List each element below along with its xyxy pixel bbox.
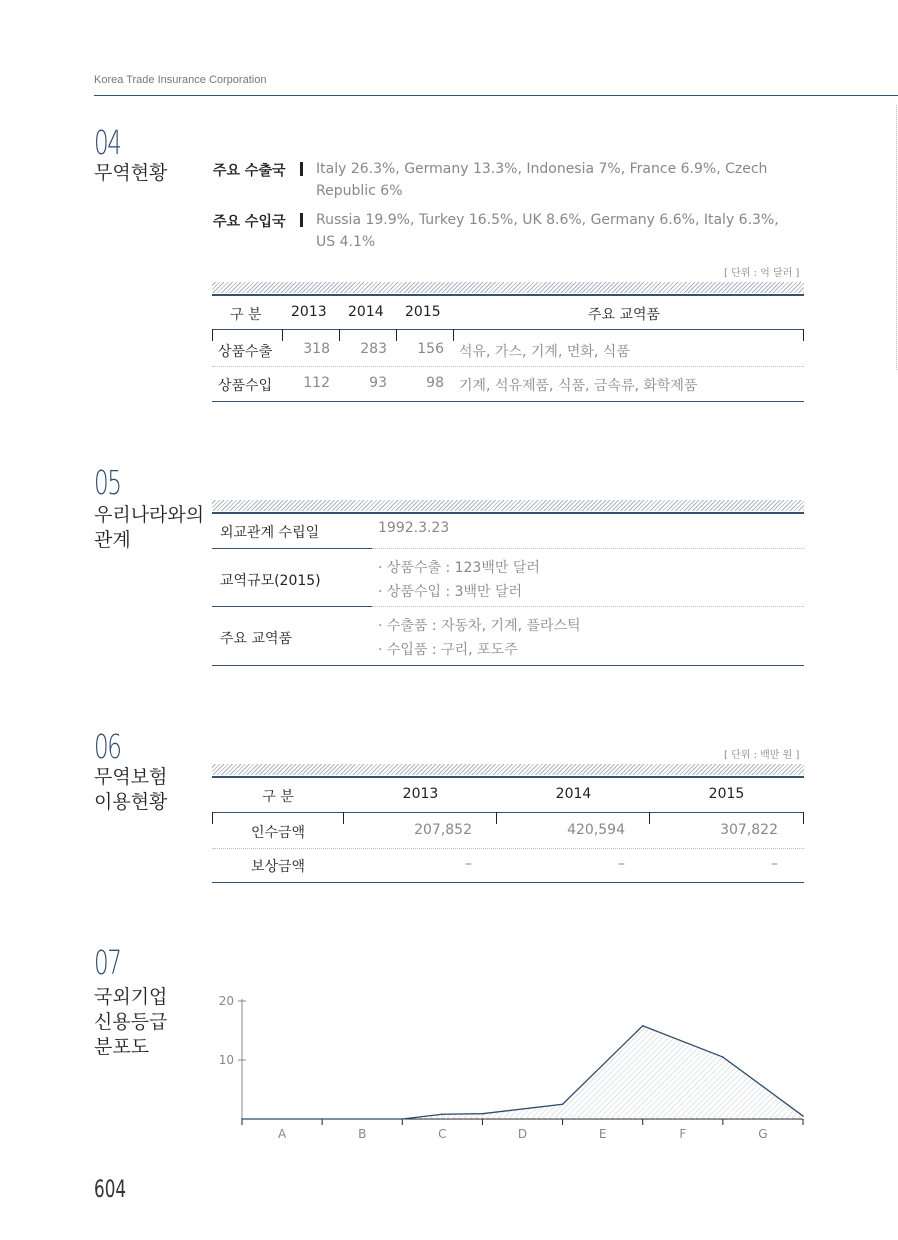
table-bottom-rule-05 xyxy=(212,665,804,666)
table-header-rule-06 xyxy=(212,812,804,813)
table-cell: 93 xyxy=(369,375,387,391)
section-title-05-line1: 우리나라와의 xyxy=(94,504,205,526)
col-tick xyxy=(803,812,804,824)
table-row-divider xyxy=(212,848,804,849)
header-org: Korea Trade Insurance Corporation xyxy=(94,74,267,86)
table-cell: – xyxy=(465,856,472,872)
section-title-04: 무역현황 xyxy=(94,162,168,184)
y-tick-label: 10 xyxy=(218,1053,234,1067)
table-header-04-2015: 2015 xyxy=(405,304,441,320)
table-cell: 기계, 석유제품, 식품, 금속류, 화학제품 xyxy=(459,378,698,394)
section-number-05: 05 xyxy=(94,463,121,502)
x-tick-label: A xyxy=(277,1127,287,1141)
table-header-04-2014: 2014 xyxy=(348,304,384,320)
x-tick-label: G xyxy=(758,1127,768,1141)
table-cell: 420,594 xyxy=(567,822,625,838)
table-header-06-2014: 2014 xyxy=(555,786,592,802)
section-title-05-line2: 관계 xyxy=(94,529,131,551)
data-point xyxy=(401,1118,403,1120)
table-top-rule-04 xyxy=(212,294,804,296)
table-bottom-rule-04 xyxy=(212,401,804,402)
table-header-rule-04 xyxy=(212,329,804,330)
section-title-07-line3: 분포도 xyxy=(94,1036,150,1058)
section-number-06: 06 xyxy=(94,727,121,766)
table-header-06-2013: 2013 xyxy=(402,786,439,802)
table-cell: 112 xyxy=(303,375,330,391)
table-hatch-05 xyxy=(212,500,804,511)
table-cell: 98 xyxy=(426,375,444,391)
table-row-04-import-label: 상품수입 xyxy=(218,378,273,394)
data-point xyxy=(482,1113,484,1115)
y-tick-label: 20 xyxy=(218,994,234,1008)
table-bottom-rule-06 xyxy=(212,882,804,883)
table-top-rule-05 xyxy=(212,512,804,514)
relation-label-divider xyxy=(212,548,372,549)
col-tick xyxy=(453,329,454,341)
table-hatch-06 xyxy=(212,764,804,775)
table-row-06-claim-label: 보상금액 xyxy=(250,859,306,875)
section-number-04: 04 xyxy=(94,123,121,162)
relation-row-value: · 상품수출 : 123백만 달러 xyxy=(378,560,540,576)
unit-label-06: [ 단위 : 백만 원 ] xyxy=(724,750,800,761)
table-hatch-04 xyxy=(212,282,804,293)
col-tick xyxy=(282,329,283,341)
relation-row-label-diplomatic: 외교관계 수립일 xyxy=(220,525,320,541)
x-tick-label: D xyxy=(517,1127,528,1141)
section-number-07: 07 xyxy=(94,943,121,982)
table-header-06-label: 구 분 xyxy=(262,789,294,805)
relation-value-divider xyxy=(372,548,804,549)
relation-row-value: · 수출품 : 자동차, 기계, 플라스틱 xyxy=(378,618,581,634)
data-point xyxy=(642,1025,644,1027)
credit-rating-distribution-chart xyxy=(200,980,820,1150)
x-tick-label: B xyxy=(358,1127,367,1141)
col-tick xyxy=(339,329,340,341)
import-text: Russia 19.9%, Turkey 16.5%, UK 8.6%, Germany 6.6%, Italy 6.3%, US 4.1% xyxy=(316,212,779,250)
relation-value-divider xyxy=(372,606,804,607)
table-header-04-items: 주요 교역품 xyxy=(588,307,661,323)
export-text: Italy 26.3%, Germany 13.3%, Indonesia 7%, France 6.9%, Czech Republic 6% xyxy=(316,161,768,199)
data-point xyxy=(241,1118,243,1120)
relation-label-divider xyxy=(212,606,372,607)
col-tick xyxy=(396,329,397,341)
table-cell: 석유, 가스, 기계, 면화, 식품 xyxy=(459,344,630,360)
table-cell: 283 xyxy=(360,341,387,357)
data-point xyxy=(321,1118,323,1120)
data-point xyxy=(722,1056,724,1058)
table-row-04-export-label: 상품수출 xyxy=(218,344,273,360)
relation-row-label-trade: 교역규모(2015) xyxy=(220,573,321,589)
table-cell: 307,822 xyxy=(720,822,778,838)
section-title-07-line2: 신용등급 xyxy=(94,1011,168,1033)
page-number: 604 xyxy=(94,1175,127,1203)
series-area xyxy=(242,1026,803,1119)
export-label: 주요 수출국 xyxy=(213,163,286,179)
unit-label-04: [ 단위 : 억 달러 ] xyxy=(724,268,800,279)
data-point xyxy=(802,1115,804,1117)
import-bar xyxy=(300,213,303,227)
table-header-06-2015: 2015 xyxy=(708,786,745,802)
table-cell: 156 xyxy=(417,341,444,357)
table-header-04-2013: 2013 xyxy=(291,304,327,320)
table-cell: – xyxy=(771,856,778,872)
col-tick xyxy=(212,329,213,341)
import-label: 주요 수입국 xyxy=(213,214,286,230)
relation-row-label-items: 주요 교역품 xyxy=(220,631,293,647)
relation-row-value: 1992.3.23 xyxy=(378,520,450,536)
table-row-06-underwrite-label: 인수금액 xyxy=(250,825,306,841)
data-point xyxy=(562,1103,564,1105)
col-tick xyxy=(803,329,804,341)
x-tick-label: E xyxy=(598,1127,607,1141)
table-cell: – xyxy=(618,856,625,872)
header-rule xyxy=(94,95,898,96)
x-tick-label: C xyxy=(438,1127,447,1141)
export-bar xyxy=(300,162,303,176)
table-header-04-label: 구 분 xyxy=(230,307,262,323)
x-tick-label: F xyxy=(679,1127,687,1141)
section-title-06-line1: 무역보험 xyxy=(94,766,168,788)
data-point xyxy=(442,1113,444,1115)
table-top-rule-06 xyxy=(212,776,804,778)
relation-row-value: · 상품수입 : 3백만 달러 xyxy=(378,584,523,600)
table-cell: 207,852 xyxy=(414,822,472,838)
relation-row-value: · 수입품 : 구리, 포도주 xyxy=(378,642,518,658)
section-title-06-line2: 이용현황 xyxy=(94,791,168,813)
table-row-divider xyxy=(212,366,804,367)
table-cell: 318 xyxy=(303,341,330,357)
section-title-07-line1: 국외기업 xyxy=(94,986,168,1008)
